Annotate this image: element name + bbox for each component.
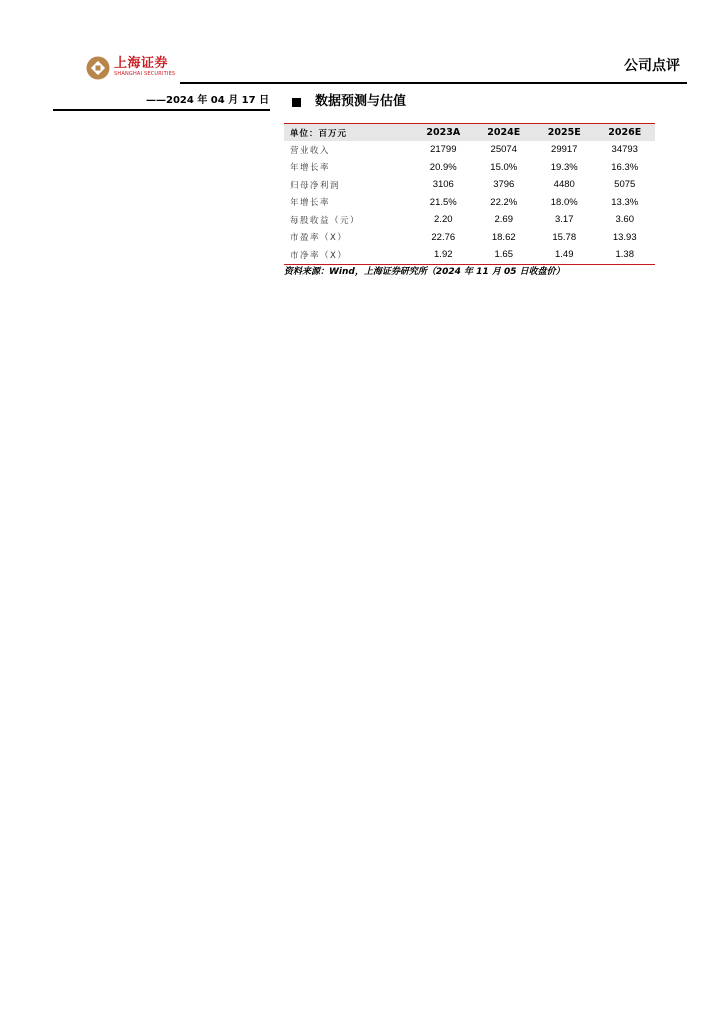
row-label: 每股收益（元） xyxy=(290,215,361,226)
row-label: 市净率（X） xyxy=(284,246,413,264)
table-cell: 1.92 xyxy=(413,246,473,264)
table-cell: 4480 xyxy=(553,179,575,191)
table-row xyxy=(284,246,655,264)
table-cell: 15.78 xyxy=(552,231,577,243)
column-header: 2024E xyxy=(474,124,534,142)
logo-emblem-icon xyxy=(86,56,110,80)
table-row xyxy=(284,141,655,159)
table-cell: 21799 xyxy=(430,144,457,156)
table-cell: 20.9% xyxy=(429,161,457,173)
table-cell: 18.0% xyxy=(550,196,578,208)
row-label: 市盈率（X） xyxy=(290,233,348,244)
table-cell: 3.17 xyxy=(554,214,574,226)
table-cell: 16.3% xyxy=(611,161,639,173)
report-date: ——2024 年 04 月 17 日 xyxy=(146,95,270,106)
forecast-table xyxy=(284,123,655,265)
row-label: 营业收入 xyxy=(290,145,331,156)
table-row xyxy=(284,159,655,177)
table-row xyxy=(284,176,655,194)
table-cell: 13.3% xyxy=(611,196,639,208)
table-cell: 3796 xyxy=(493,179,515,191)
header-divider xyxy=(180,82,687,84)
table-cell: 22.76 xyxy=(431,231,456,243)
bullet-square-icon xyxy=(292,98,301,107)
table-cell: 5075 xyxy=(614,179,636,191)
section-title-text: 数据预测与估值 xyxy=(315,94,407,109)
table-row xyxy=(284,229,655,247)
report-type-label: 公司点评 xyxy=(624,58,680,74)
table-cell: 1.65 xyxy=(474,246,534,264)
table-cell: 2.69 xyxy=(494,214,513,226)
table-cell: 2.20 xyxy=(434,214,453,226)
source-note: 资料来源：Wind，上海证券研究所（2024 年 11 月 05 日收盘价） xyxy=(284,267,565,277)
row-label: 年增长率 xyxy=(290,198,331,209)
logo-chinese-name: 上海证券 xyxy=(114,56,169,71)
date-divider xyxy=(53,109,270,111)
table-cell: 15.0% xyxy=(490,161,518,173)
table-row xyxy=(284,194,655,212)
column-header: 2025E xyxy=(534,124,594,142)
table-cell: 19.3% xyxy=(550,161,578,173)
column-header: 2023A xyxy=(413,124,473,142)
table-cell: 18.62 xyxy=(491,231,516,243)
table-cell: 21.5% xyxy=(429,196,457,208)
table-cell: 25074 xyxy=(490,144,517,156)
unit-label: 单位：百万元 xyxy=(284,124,413,142)
logo-english-name: SHANGHAI SECURITIES xyxy=(114,71,176,77)
row-label: 年增长率 xyxy=(290,163,331,174)
table-cell: 1.49 xyxy=(534,246,594,264)
row-label: 归母净利润 xyxy=(290,180,341,191)
page-header xyxy=(0,0,724,90)
table-cell: 29917 xyxy=(551,144,578,156)
company-logo xyxy=(86,56,175,80)
section-title xyxy=(292,93,406,111)
table-header-row xyxy=(284,124,655,142)
table-cell: 1.38 xyxy=(594,246,655,264)
table-cell: 13.93 xyxy=(612,231,637,243)
table-cell: 3106 xyxy=(432,179,454,191)
table-row xyxy=(284,211,655,229)
table-cell: 34793 xyxy=(611,144,638,156)
table-cell: 3.60 xyxy=(615,214,634,226)
table-cell: 22.2% xyxy=(490,196,518,208)
column-header: 2026E xyxy=(594,124,655,142)
